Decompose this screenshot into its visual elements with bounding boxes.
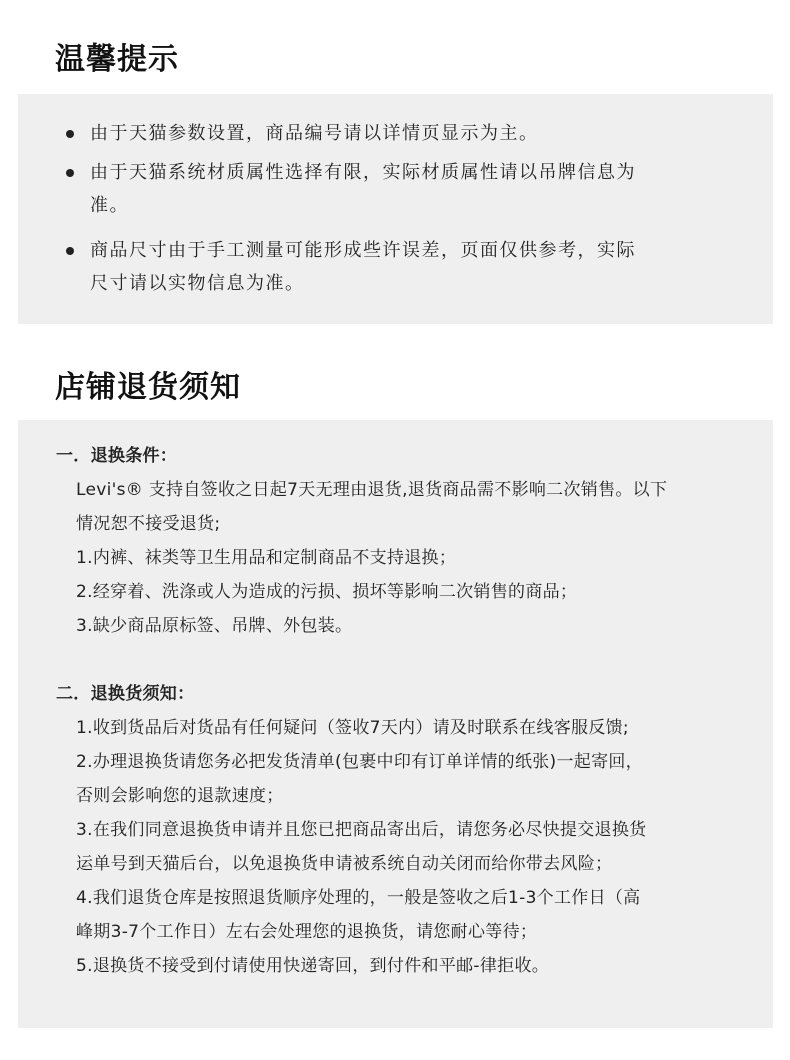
return-notes-heading: 二．退换货须知： (56, 684, 195, 704)
return-notes-line: 3.在我们同意退换货申请并且您已把商品寄出后，请您务必尽快提交退换货 (76, 820, 647, 840)
return-notes-line: 1.收到货品后对货品有任何疑问（签收7天内）请及时联系在线客服反馈; (76, 718, 629, 738)
tip-text: 由于天猫系统材质属性选择有限，实际材质属性请以吊牌信息为准。 (90, 162, 636, 216)
returns-section-title: 店铺退货须知 (55, 370, 241, 405)
return-notes-line: 2.办理退换货请您务必把发货清单(包裹中印有订单详情的纸张)一起寄回， (76, 752, 643, 772)
tip-item (90, 234, 650, 300)
bullet-icon (66, 169, 74, 177)
return-conditions-line: Levi's® 支持自签收之日起7天无理由退货,退货商品需不影响二次销售。以下 (76, 480, 668, 500)
return-conditions-line: 情况恕不接受退货; (76, 514, 221, 534)
tip-text: 由于天猫参数设置，商品编号请以详情页显示为主。 (90, 123, 539, 144)
tip-item (90, 117, 650, 150)
return-notes-line: 运单号到天猫后台，以免退换货申请被系统自动关闭而给你带去风险； (76, 854, 613, 874)
return-conditions-line: 3.缺少商品原标签、吊牌、外包装。 (76, 616, 353, 636)
return-notes-line: 4.我们退货仓库是按照退货顺序处理的，一般是签收之后1-3个工作日（高 (76, 888, 641, 908)
return-conditions-line: 2.经穿着、洗涤或人为造成的污损、损坏等影响二次销售的商品； (76, 582, 578, 602)
tip-text: 商品尺寸由于手工测量可能形成些许误差，页面仅供参考，实际尺寸请以实物信息为准。 (90, 240, 636, 294)
return-conditions-heading: 一．退换条件： (56, 446, 178, 466)
return-notes-line: 否则会影响您的退款速度； (76, 786, 284, 806)
return-conditions-line: 1.内裤、袜类等卫生用品和定制商品不支持退换； (76, 548, 457, 568)
bullet-icon (66, 130, 74, 138)
return-notes-line: 5.退换货不接受到付请使用快递寄回，到付件和平邮-律拒收。 (76, 956, 550, 976)
tips-panel (18, 94, 773, 324)
returns-panel (18, 420, 773, 1028)
bullet-icon (66, 247, 74, 255)
tip-item (90, 156, 650, 222)
tips-section-title: 温馨提示 (55, 42, 179, 77)
return-notes-line: 峰期3-7个工作日）左右会处理您的退换货，请您耐心等待； (76, 922, 538, 942)
